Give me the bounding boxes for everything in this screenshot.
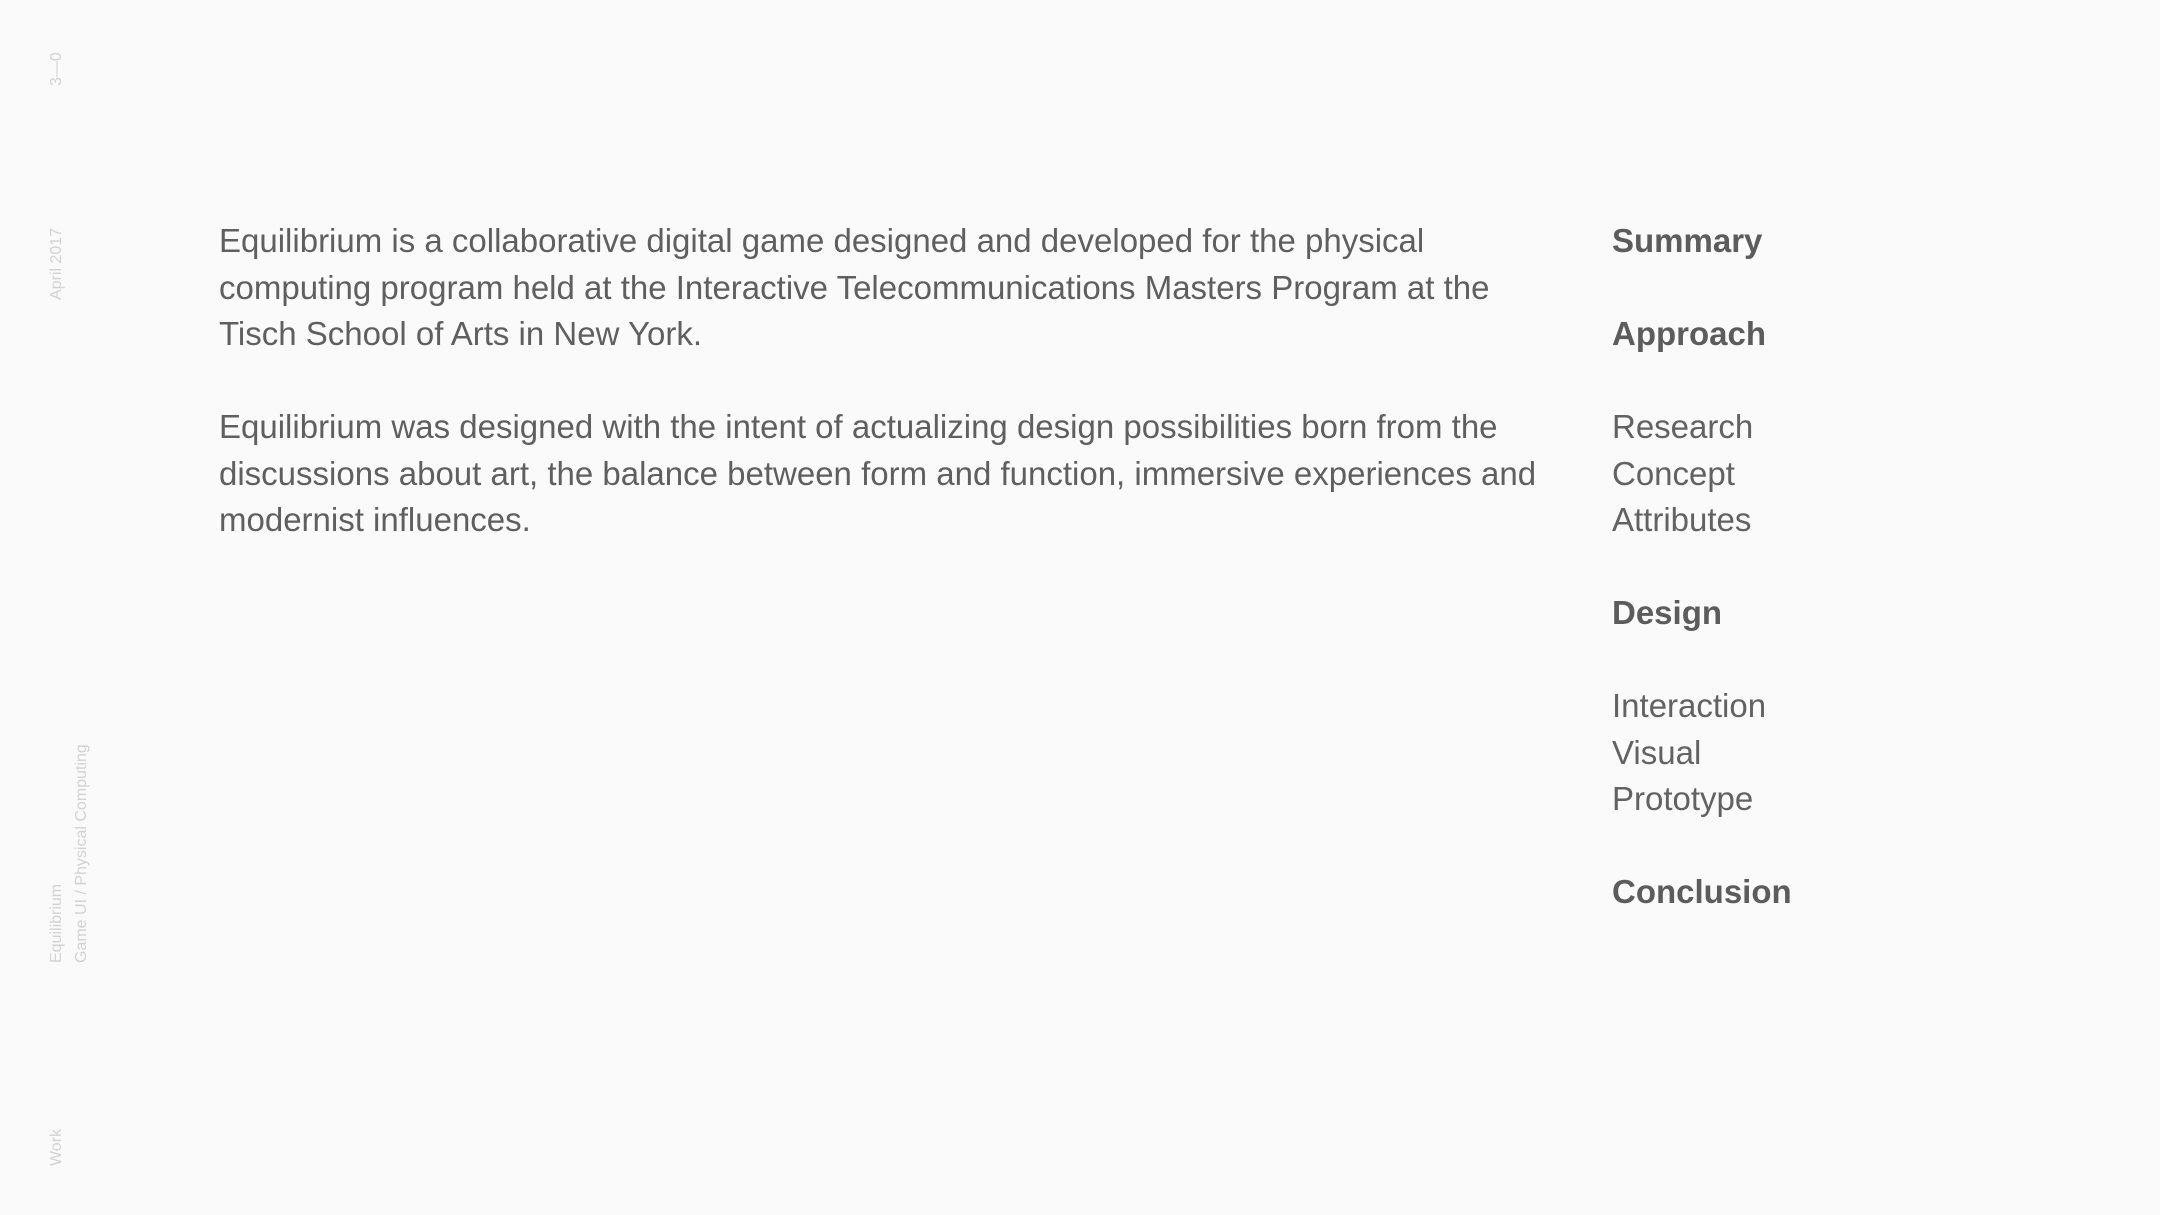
summary-body: [219, 218, 1559, 544]
toc-prototype[interactable]: Prototype: [1612, 780, 1754, 817]
toc-conclusion[interactable]: Conclusion: [1612, 873, 1792, 910]
toc-research[interactable]: Research: [1612, 408, 1754, 445]
toc-spacer: [1612, 265, 2112, 312]
toc-approach[interactable]: Approach: [1612, 315, 1767, 352]
section-label: Work: [48, 1128, 65, 1166]
summary-paragraph-2: Equilibrium was designed with the intent of actualizing design possibilities born from the discussions about art, the balance between form and function, immersive experiences and modernist influences.: [219, 408, 1537, 538]
project-name: Equilibrium: [48, 883, 65, 963]
toc-visual[interactable]: Visual: [1612, 733, 1702, 771]
toc-summary[interactable]: Summary: [1612, 222, 1763, 259]
slide-number: 3—0: [48, 52, 65, 86]
toc-design[interactable]: Design: [1612, 594, 1723, 631]
toc-spacer: [1612, 823, 2112, 870]
toc-interaction[interactable]: Interaction: [1612, 687, 1767, 724]
toc-spacer: [1612, 544, 2112, 591]
summary-paragraph-1: Equilibrium is a collaborative digital game designed and developed for the physical computing program held at the Interactive Telecommunications Masters Program at the Tisch School of Arts in New York.: [219, 222, 1490, 352]
project-category: Game UI / Physical Computing: [73, 744, 90, 963]
toc-spacer: [1612, 358, 2112, 405]
table-of-contents: [1612, 218, 2112, 916]
slide-date: April 2017: [48, 227, 65, 300]
toc-spacer: [1612, 637, 2112, 684]
toc-concept[interactable]: Concept: [1612, 454, 1735, 492]
toc-attributes[interactable]: Attributes: [1612, 501, 1752, 538]
